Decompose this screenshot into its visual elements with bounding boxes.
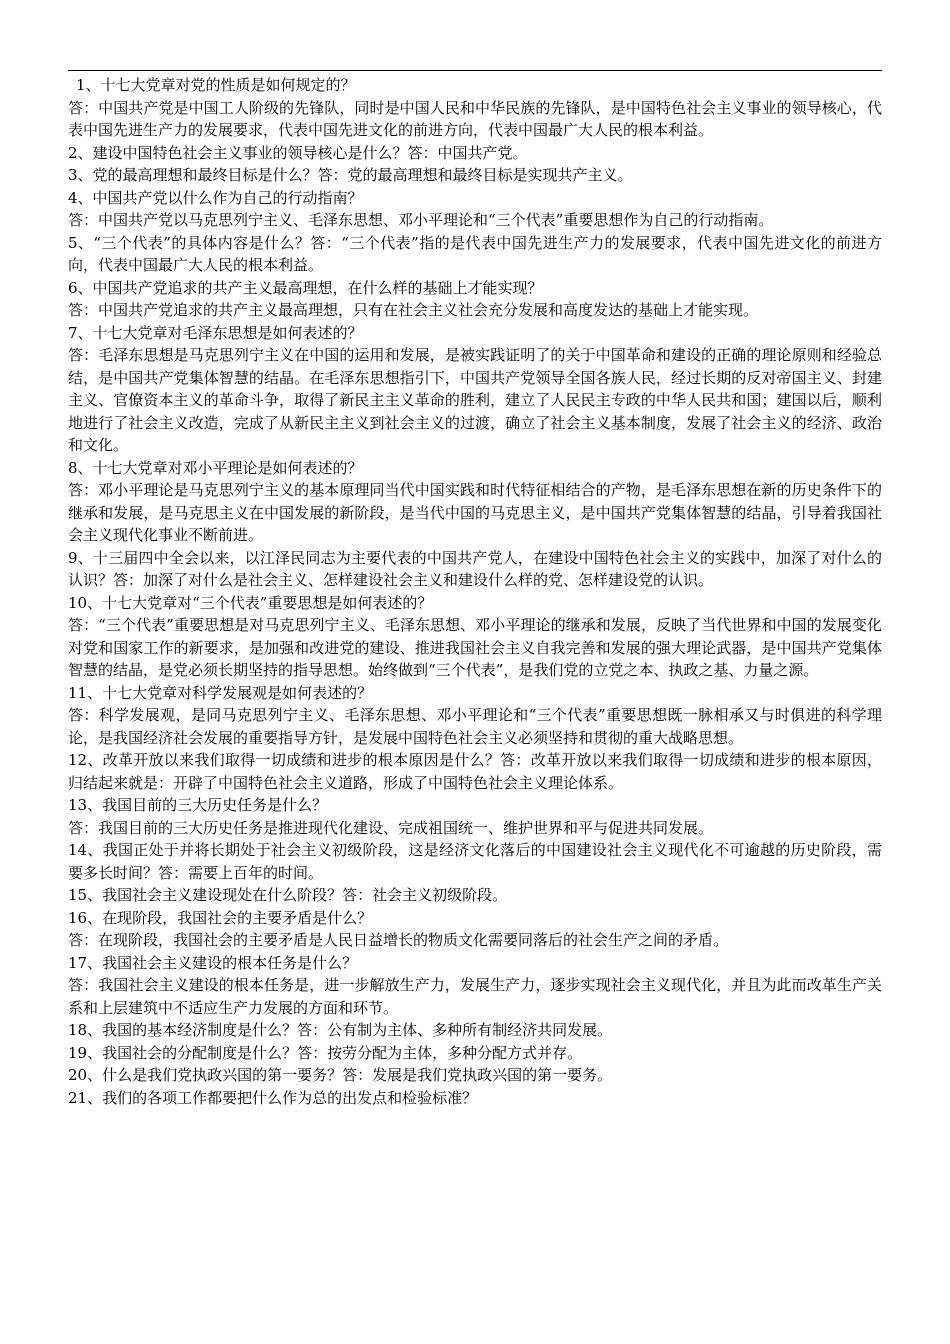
answer-1: 答：中国共产党是中国工人阶级的先锋队，同时是中国人民和中华民族的先锋队，是中国特色社会主义事业的领导核心，代表中国先进生产力的发展要求，代表中国先进文化的前进方向，代表中国最广大人民的根本利益。 [68,98,882,139]
question-1: 1、十七大党章对党的性质是如何规定的？ [76,76,356,94]
question-3: 3、党的最高理想和最终目标是什么？答：党的最高理想和最终目标是实现共产主义。 [68,166,633,184]
answer-7: 答：毛泽东思想是马克思列宁主义在中国的运用和发展，是被实践证明了的关于中国革命和建设的正确的理论原则和经验总结，是中国共产党集体智慧的结晶。在毛泽东思想指引下，中国共产党领导全国各族人民，经过长期的反对帝国主义、封建主义、官僚资本主义的革命斗争，取得了新民主主义革命的胜利，建立了人民民主专政的中华人民共和国；建国以后，顺利地进行了社会主义改造，完成了从新民主主义到社会主义的过渡，确立了社会主义基本制度，发展了社会主义的经济、政治和文化。 [68,346,882,454]
question-13: 13、我国目前的三大历史任务是什么？ [68,796,328,814]
answer-17: 答：我国社会主义建设的根本任务是，进一步解放生产力，发展生产力，逐步实现社会主义现代化，并且为此而改革生产关系和上层建筑中不适应生产力发展的方面和环节。 [68,976,882,1017]
answer-6: 答：中国共产党追求的共产主义最高理想，只有在社会主义社会充分发展和高度发达的基础上才能实现。 [68,301,759,319]
answer-8: 答：邓小平理论是马克思列宁主义的基本原理同当代中国实践和时代特征相结合的产物，是毛泽东思想在新的历史条件下的继承和发展，是马克思主义在中国发展的新阶段，是当代中国的马克思主义，是中国共产党集体智慧的结晶，引导着我国社会主义现代化事业不断前进。 [68,481,882,544]
question-20: 20、什么是我们党执政兴国的第一要务？答：发展是我们党执政兴国的第一要务。 [68,1066,613,1084]
answer-13: 答：我国目前的三大历史任务是推进现代化建设、完成祖国统一、维护世界和平与促进共同发展。 [68,818,714,837]
document-body [68,74,882,1109]
question-2: 2、建设中国特色社会主义事业的领导核心是什么？答：中国共产党。 [68,143,528,162]
answer-4: 答：中国共产党以马克思列宁主义、毛泽东思想、邓小平理论和“三个代表”重要思想作为自己的行动指南。 [68,211,774,229]
question-18: 18、我国的基本经济制度是什么？答：公有制为主体、多种所有制经济共同发展。 [68,1021,613,1039]
answer-16: 答：在现阶段，我国社会的主要矛盾是人民日益增长的物质文化需要同落后的社会生产之间的矛盾。 [68,931,729,949]
question-17: 17、我国社会主义建设的根本任务是什么？ [68,953,358,972]
question-9: 9、十三届四中全会以来，以江泽民同志为主要代表的中国共产党人，在建设中国特色社会主义的实践中，加深了对什么的认识？答：加深了对什么是社会主义、怎样建设社会主义和建设什么样的党、怎样建设党的认识。 [68,548,882,589]
header-rule [68,70,882,71]
question-4: 4、中国共产党以什么作为自己的行动指南？ [68,188,363,207]
question-21: 21、我们的各项工作都要把什么作为总的出发点和检验标准？ [68,1088,478,1107]
question-6: 6、中国共产党追求的共产主义最高理想，在什么样的基础上才能实现？ [68,278,543,297]
question-10: 10、十七大党章对“三个代表”重要思想是如何表述的？ [68,593,433,612]
question-7: 7、十七大党章对毛泽东思想是如何表述的？ [68,323,363,342]
question-15: 15、我国社会主义建设现处在什么阶段？答：社会主义初级阶段。 [68,886,508,904]
question-14: 14、我国正处于并将长期处于社会主义初级阶段，这是经济文化落后的中国建设社会主义现代化不可逾越的历史阶段，需要多长时间？答：需要上百年的时间。 [68,841,882,882]
question-5: 5、“三个代表”的具体内容是什么？答：“三个代表”指的是代表中国先进生产力的发展要求，代表中国先进文化的前进方向，代表中国最广大人民的根本利益。 [68,233,882,274]
question-16: 16、在现阶段，我国社会的主要矛盾是什么？ [68,908,373,927]
question-19: 19、我国社会的分配制度是什么？答：按劳分配为主体，多种分配方式并存。 [68,1043,583,1062]
question-12: 12、改革开放以来我们取得一切成绩和进步的根本原因是什么？答：改革开放以来我们取得一切成绩和进步的根本原因，归结起来就是：开辟了中国特色社会主义道路，形成了中国特色社会主义理论体系。 [68,751,882,792]
answer-11: 答：科学发展观，是同马克思列宁主义、毛泽东思想、邓小平理论和“三个代表”重要思想既一脉相承又与时俱进的科学理论，是我国经济社会发展的重要指导方针，是发展中国特色社会主义必须坚持和贯彻的重大战略思想。 [68,706,882,747]
question-11: 11、十七大党章对科学发展观是如何表述的？ [68,683,373,702]
answer-10: 答：“三个代表”重要思想是对马克思列宁主义、毛泽东思想、邓小平理论的继承和发展，反映了当代世界和中国的发展变化对党和国家工作的新要求，是加强和改进党的建设、推进我国社会主义自我完善和发展的强大理论武器，是中国共产党集体智慧的结晶，是党必须长期坚持的指导思想。始终做到“三个代表”，是我们党的立党之本、执政之基、力量之源。 [68,616,882,679]
question-8: 8、十七大党章对邓小平理论是如何表述的？ [68,458,363,477]
